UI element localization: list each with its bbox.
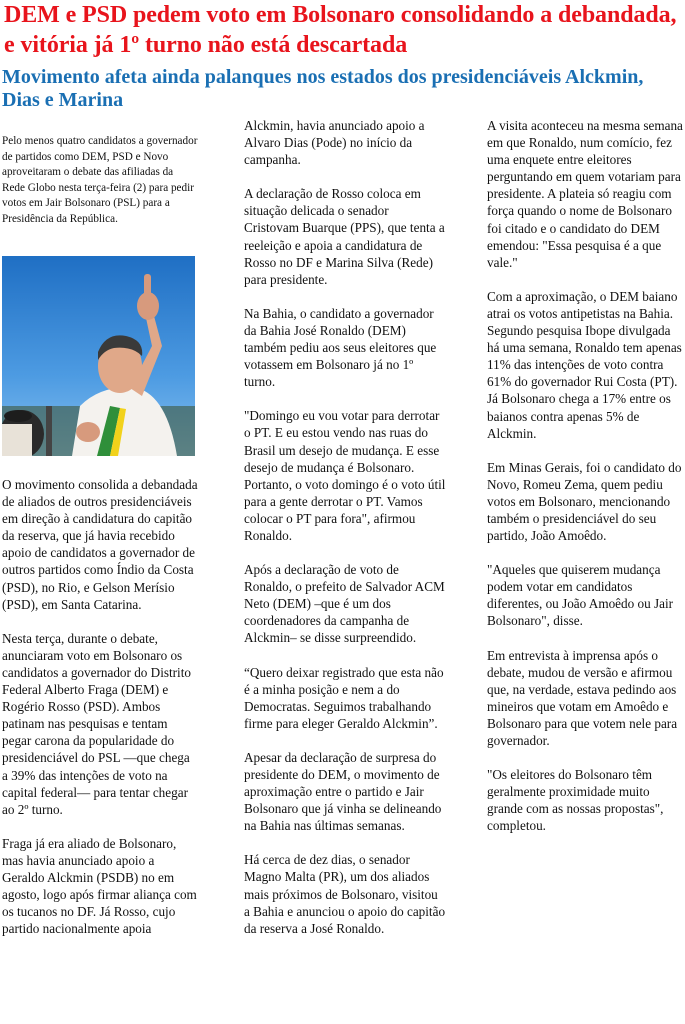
paragraph: Após a declaração de voto de Ronaldo, o prefeito de Salvador ACM Neto (DEM) –que é um dos coordenadores da campanha de Alckmin– se disse surpreendido. <box>244 562 445 646</box>
paragraph: Em Minas Gerais, foi o candidato do Novo, Romeu Zema, quem pediu votos em Bolsonaro, mencionando também o presidenciável do seu partido, João Amoêdo. <box>487 459 682 544</box>
paragraph: Na Bahia, o candidato a governador da Bahia José Ronaldo (DEM) também pediu aos seus eleitores que votassem em Bolsonaro já no 1º turno. <box>244 305 437 390</box>
subheadline: Movimento afeta ainda palanques nos estados dos presidenciáveis Alckmin, Dias e Marina <box>2 66 644 111</box>
column-3 <box>487 117 683 851</box>
intro-paragraph: Pelo menos quatro candidatos a governador de partidos como DEM, PSD e Novo aproveitaram o debate das afiliadas da Rede Globo nesta terça-feira (2) para pedir votos em Jair Bolsonaro (PSL) para a Presidência da República. <box>2 135 198 225</box>
paragraph: Há cerca de dez dias, o senador Magno Malta (PR), um dos aliados mais próximos de Bolsonaro, visitou a Bahia e anunciou o apoio do capitão da reserva a José Ronaldo. <box>244 852 446 936</box>
news-photo <box>2 256 195 456</box>
paragraph: Em entrevista à imprensa após o debate, mudou de versão e afirmou que, na verdade, estava pedindo aos mineiros que votam em Amoêdo e Bolsonaro para que votem nele para governador. <box>487 647 678 748</box>
paragraph: Nesta terça, durante o debate, anunciaram voto em Bolsonaro os candidatos a governador do Distrito Federal Alberto Fraga (DEM) e Rogério Rosso (PSD). Ambos patinam nas pesquisas e tentam pegar carona da popularidade do presidenciável do PSL —que chega a 39% das intenções de voto na capital federal— para tentar chegar ao 2º turno. <box>2 630 191 817</box>
headline: DEM e PSD pedem voto em Bolsonaro consolidando a debandada, e vitória já 1º turno não está descartada <box>4 2 677 58</box>
quote-paragraph: “Quero deixar registrado que esta não é a minha posição e nem a do Democratas. Seguimos trabalhando firme para eleger Geraldo Alckmin”. <box>244 664 444 731</box>
paragraph: Com a aproximação, o DEM baiano atrai os votos antipetistas na Bahia. Segundo pesquisa Ibope divulgada há uma semana, Ronaldo tem apenas 11% das intenções de voto contra 61% do governador Rui Costa (PT). Já Bolsonaro chega a 17% entre os baianos contra apenas 5% de Alckmin. <box>487 288 682 441</box>
paragraph: A declaração de Rosso coloca em situação delicada o senador Cristovam Buarque (PPS), que tenta a reeleição e apoia a candidatura de Rosso no DF e Marina Silva (Rede) para presidente. <box>244 186 445 287</box>
paragraph: Fraga já era aliado de Bolsonaro, mas havia anunciado apoio a Geraldo Alckmin (PSDB) no em agosto, logo após firmar aliança com os tucanos no DF. Já Rosso, cujo partido nacionalmente apoia <box>2 835 197 937</box>
paragraph: A visita aconteceu na mesma semana em que Ronaldo, num comício, fez uma enquete entre eleitores perguntando em quem votariam para presidente. A plateia só reagiu com força quando o nome de Bolsonaro foi citado e o candidato do DEM emendou: "Essa pesquisa é a que vale." <box>487 118 683 270</box>
news-photo-politician-waving-icon <box>2 256 195 456</box>
paragraph: Apesar da declaração de surpresa do presidente do DEM, o movimento de aproximação entre o partido e Jair Bolsonaro que já vinha se delineando na Bahia nas últimas semanas. <box>244 749 442 834</box>
column-2 <box>244 117 446 954</box>
paragraph: Alckmin, havia anunciado apoio a Alvaro Dias (Pode) no início da campanha. <box>244 118 425 168</box>
quote-paragraph: "Aqueles que quiserem mudança podem votar em candidatos diferentes, ou João Amoêdo ou Jair Bolsonaro", disse. <box>487 562 674 629</box>
quote-paragraph: "Domingo eu vou votar para derrotar o PT. E eu estou vendo nas ruas do Brasil um desejo de mudança. E esse desejo de mudança é Bolsonaro. Portanto, o voto domingo é o voto útil para a gente derrotar o PT. Vamos colocar o PT para fora", afirmou Ronaldo. <box>244 408 446 543</box>
column-1 <box>2 476 198 954</box>
paragraph: O movimento consolida a debandada de aliados de outros presidenciáveis em direção à candidatura do capitão da reserva, que já havia recebido apoio de candidatos a governador de outros partidos como Índio da Costa (PSD), no Rio, e Gelson Merísio (PSD), em Santa Catarina. <box>2 477 198 612</box>
quote-paragraph: "Os eleitores do Bolsonaro têm geralmente proximidade muito grande com as nossas propostas", completou. <box>487 767 664 834</box>
